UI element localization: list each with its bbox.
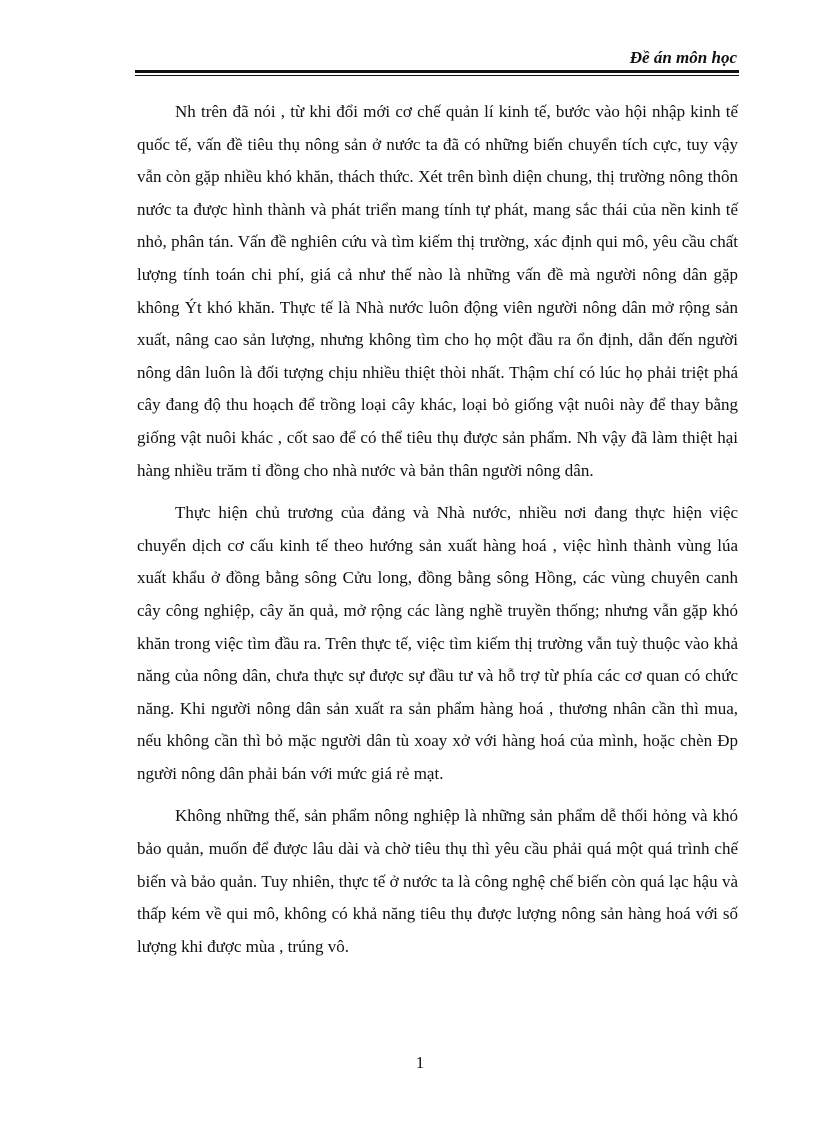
page-number: 1 (415, 1053, 425, 1072)
page-header (135, 44, 739, 78)
document-body (137, 96, 738, 963)
paragraph-3: Không những thế, sản phẩm nông nghiệp là những sản phẩm dễ thối hỏng và khó bảo quản, muốn để được lâu dài và chờ tiêu thụ thì yêu cầu phải quá một quá trình chế biến và bảo quản. Tuy nhiên, thực tế ở nước ta là công nghệ chế biến còn quá lạc hậu và thấp kém về qui mô, không có khả năng tiêu thụ được lượng nông sản hàng hoá với số lượng khi được mùa , trúng vô. (137, 806, 738, 956)
paragraph-1: Nh trên đã nói , từ khi đổi mới cơ chế quản lí kinh tế, bước vào hội nhập kinh tế quốc tế, vấn đề tiêu thụ nông sản ở nước ta đã có những biến chuyển tích cực, tuy vậy vẫn còn gặp nhiều khó khăn, thách thức. Xét trên bình diện chung, thị trường nông thôn nước ta được hình thành và phát triển mang tính tự phát, mang sắc thái của nền kinh tế nhỏ, phân tán. Vấn đề nghiên cứu và tìm kiếm thị trường, xác định qui mô, yêu cầu chất lượng tính toán chi phí, giá cả như thế nào là những vấn đề mà người nông dân gặp không Ýt khó khăn. Thực tế là Nhà nước luôn động viên người nông dân mở rộng sản xuất, nâng cao sản lượng, nhưng không tìm cho họ một đầu ra ổn định, dẫn đến người nông dân luôn là đối tượng chịu nhiều thiệt thòi nhất. Thậm chí có lúc họ phải triệt phá cây đang độ thu hoạch để trồng loại cây khác, loại bỏ giống vật nuôi này để thay bằng giống vật nuôi khác , cốt sao để có thể tiêu thụ được sản phẩm. Nh vậy đã làm thiệt hại hàng nhiều trăm tỉ đồng cho nhà nước và bản thân người nông dân. (137, 102, 738, 480)
header-rule-thin (135, 75, 739, 76)
paragraph-2: Thực hiện chủ trương của đảng và Nhà nước, nhiều nơi đang thực hiện việc chuyển dịch cơ cấu kinh tế theo hướng sản xuất hàng hoá , việc hình thành vùng lúa xuất khẩu ở đồng bằng sông Cửu long, đồng bằng sông Hồng, các vùng chuyên canh cây công nghiệp, cây ăn quả, mở rộng các làng nghề truyền thống; nhưng vẫn gặp khó khăn trong việc tìm đầu ra. Trên thực tế, việc tìm kiếm thị trường vẫn tuỳ thuộc vào khả năng của nông dân, chưa thực sự được sự đầu tư và hỗ trợ từ phía các cơ quan có chức năng. Khi người nông dân sản xuất ra sản phẩm hàng hoá , thương nhân cần thì mua, nếu không cần thì bỏ mặc người dân tù xoay xở với hàng hoá của mình, hoặc chèn Ðp người nông dân phải bán với mức giá rẻ mạt. (137, 503, 738, 783)
header-rule-thick (135, 70, 739, 73)
header-title: Đề án môn học (629, 48, 737, 67)
